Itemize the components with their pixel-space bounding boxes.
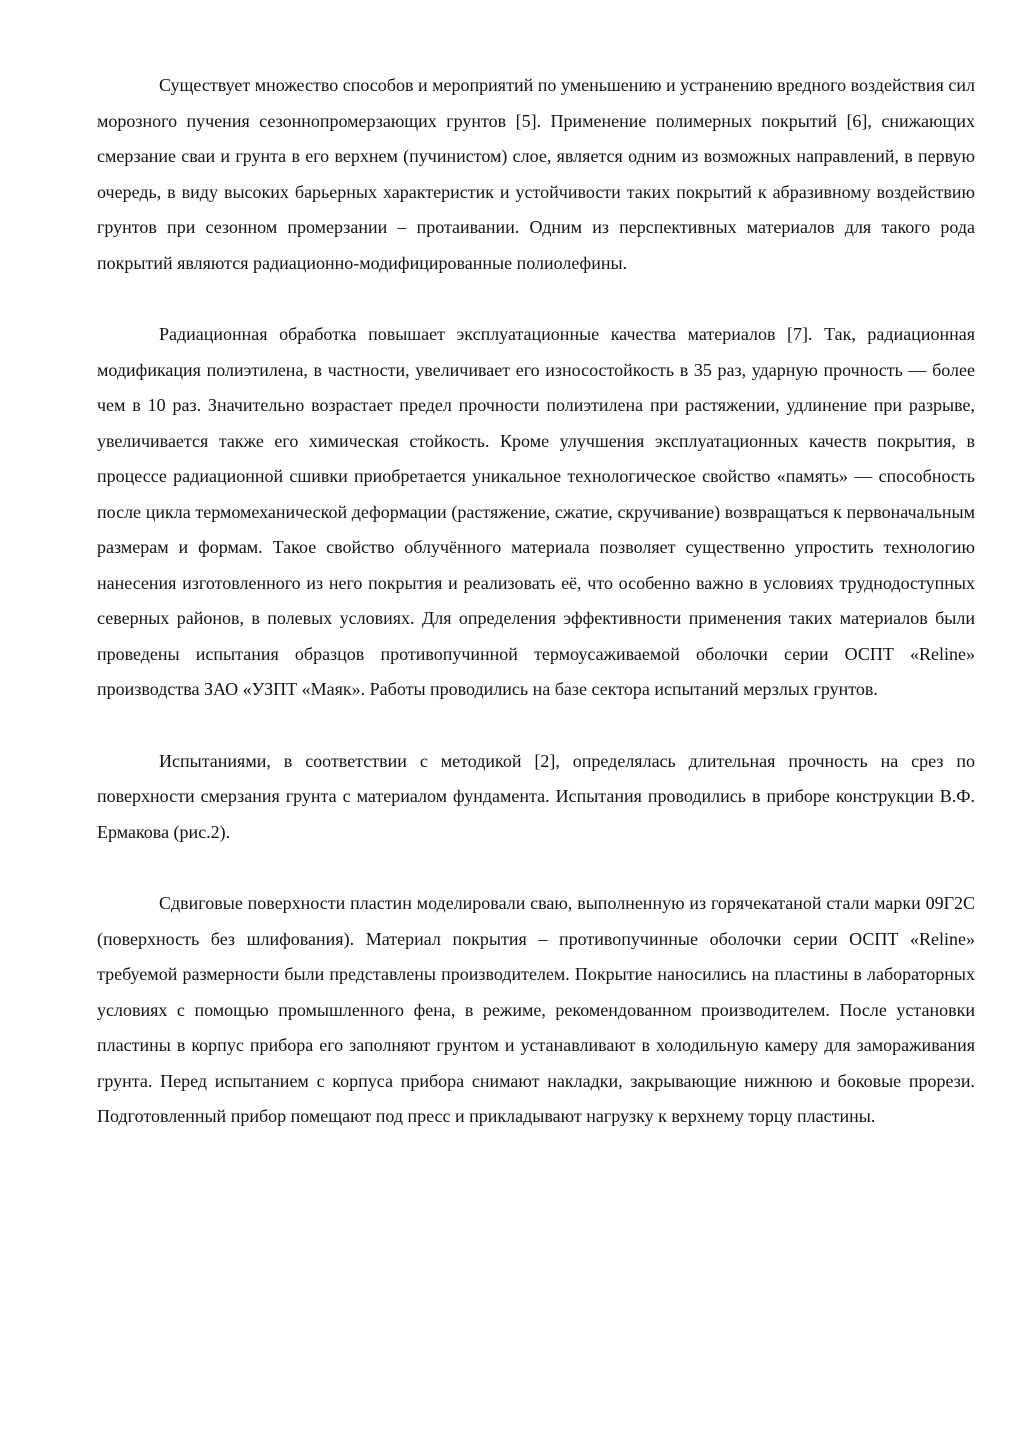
- document-page: [97, 68, 975, 1171]
- paragraph-radiation-treatment: Радиационная обработка повышает эксплуатационные качества материалов [7]. Так, радиационная модификация полиэтилена, в частности, увеличивает его износостойкость в 35 раз, ударную прочность — более чем в 10 раз. Значительно возрастает предел прочности полиэтилена при растяжении, удлинение при разрыве, увеличивается также его химическая стойкость. Кроме улучшения эксплуатационных качеств покрытия, в процессе радиационной сшивки приобретается уникальное технологическое свойство «память» — способность после цикла термомеханической деформации (растяжение, сжатие, скручивание) возвращаться к первоначальным размерам и формам. Такое свойство облучённого материала позволяет существенно упростить технологию нанесения изготовленного из него покрытия и реализовать её, что особенно важно в условиях труднодоступных северных районов, в полевых условиях. Для определения эффективности применения таких материалов были проведены испытания образцов противопучинной термоусаживаемой оболочки серии ОСПТ «Reline» производства ЗАО «УЗПТ «Маяк». Работы проводились на базе сектора испытаний мерзлых грунтов.: [97, 324, 975, 699]
- paragraph-shear-surfaces: Сдвиговые поверхности пластин моделировали сваю, выполненную из горячекатаной стали марки 09Г2С (поверхность без шлифования). Материал покрытия – противопучинные оболочки серии ОСПТ «Reline» требуемой размерности были представлены производителем. Покрытие наносились на пластины в лабораторных условиях с помощью промышленного фена, в режиме, рекомендованном производителем. После установки пластины в корпус прибора его заполняют грунтом и устанавливают в холодильную камеру для замораживания грунта. Перед испытанием с корпуса прибора снимают накладки, закрывающие нижнюю и боковые прорези. Подготовленный прибор помещают под пресс и прикладывают нагрузку к верхнему торцу пластины.: [97, 893, 975, 1126]
- paragraph-frost-heave-methods: Существует множество способов и мероприятий по уменьшению и устранению вредного воздействия сил морозного пучения сезоннопромерзающих грунтов [5]. Применение полимерных покрытий [6], снижающих смерзание сваи и грунта в его верхнем (пучинистом) слое, является одним из возможных направлений, в первую очередь, в виду высоких барьерных характеристик и устойчивости таких покрытий к абразивному воздействию грунтов при сезонном промерзании – протаивании. Одним из перспективных материалов для такого рода покрытий являются радиационно-модифицированные полиолефины.: [97, 75, 975, 273]
- paragraph-test-method: Испытаниями, в соответствии с методикой [2], определялась длительная прочность на срез по поверхности смерзания грунта с материалом фундамента. Испытания проводились в приборе конструкции В.Ф. Ермакова (рис.2).: [97, 750, 975, 842]
